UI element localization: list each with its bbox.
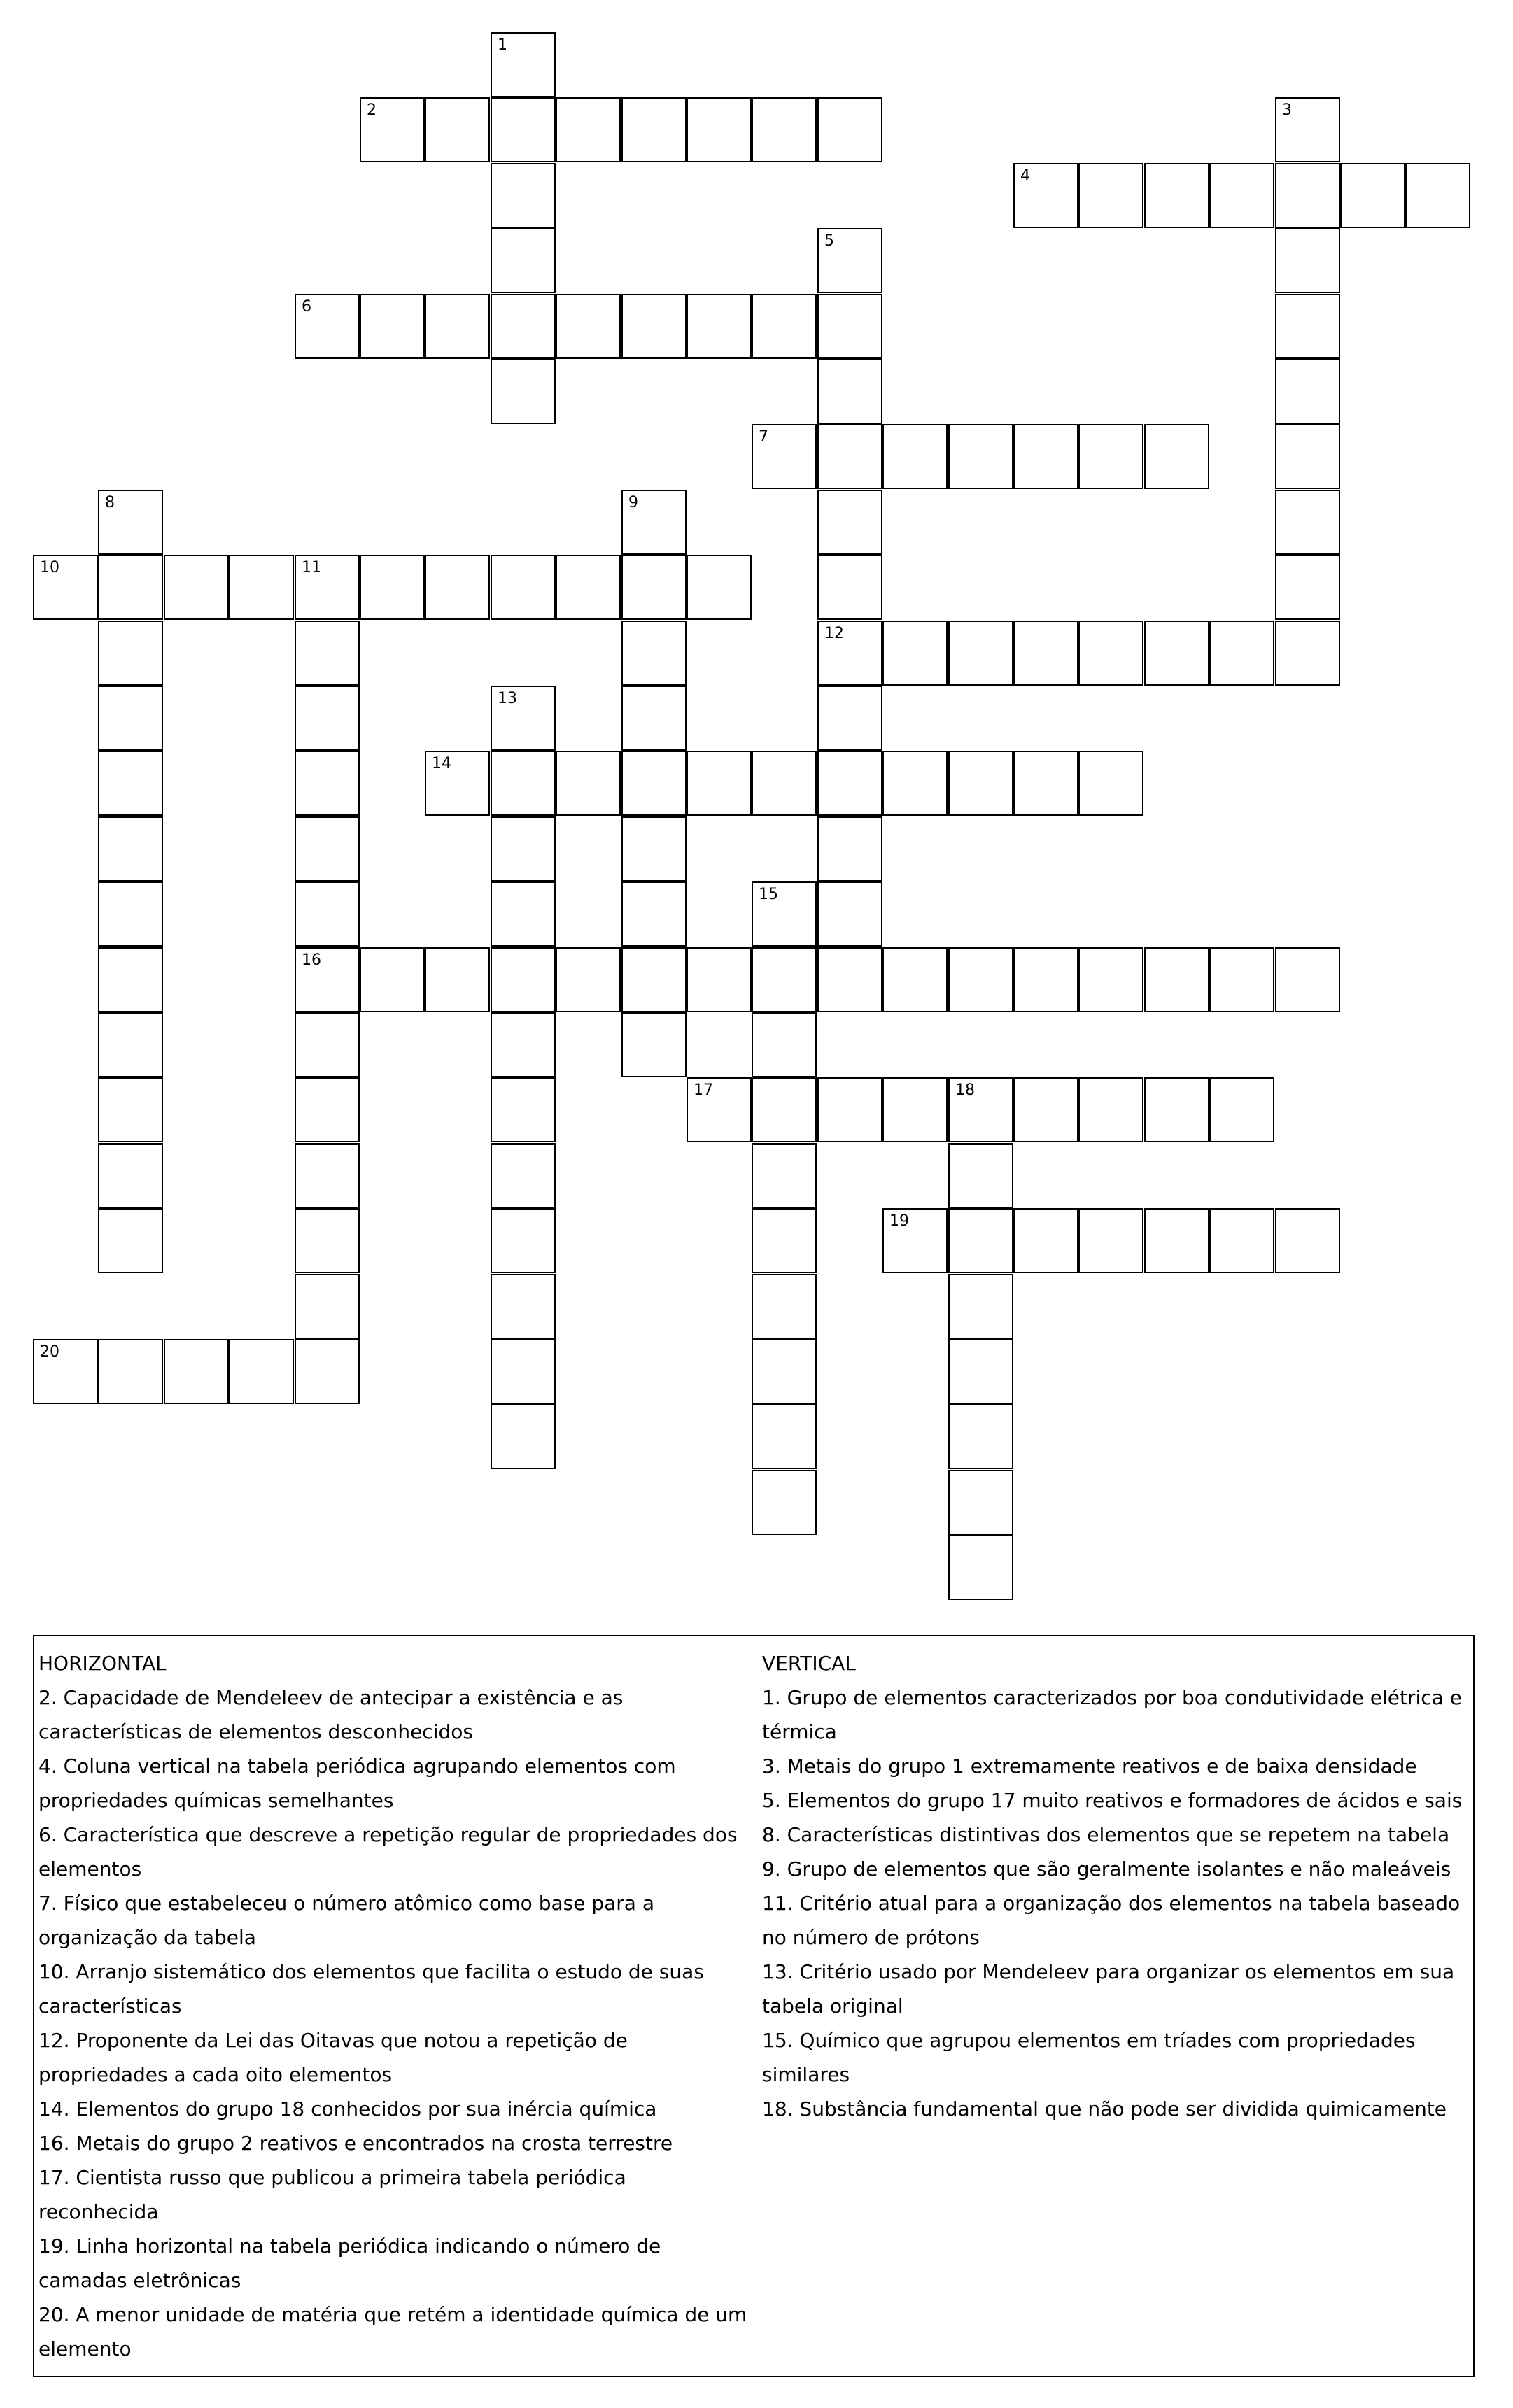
grid-cell[interactable] <box>752 1077 817 1142</box>
grid-cell[interactable] <box>817 424 882 489</box>
clue-vertical-18: 18. Substância fundamental que não pode ser dividida quimicamente <box>762 2097 1447 2120</box>
grid-cell[interactable] <box>817 97 882 162</box>
clue-horizontal-19: 19. Linha horizontal na tabela periódica indicando o número de camadas eletrônicas <box>38 2235 661 2292</box>
grid-cell[interactable] <box>948 1470 1013 1535</box>
grid-cell[interactable] <box>752 1143 817 1208</box>
clue-horizontal-10: 10. Arranjo sistemático dos elementos que facilita o estudo de suas características <box>38 1960 704 2018</box>
grid-cell[interactable] <box>687 97 752 162</box>
grid-cell[interactable] <box>556 947 621 1012</box>
grid-cell[interactable] <box>295 1077 360 1142</box>
grid-cell[interactable] <box>425 97 490 162</box>
grid-cell[interactable] <box>882 947 948 1012</box>
grid-cell[interactable] <box>1078 751 1143 816</box>
grid-cell[interactable] <box>752 1470 817 1535</box>
grid-cell[interactable] <box>1209 1208 1274 1273</box>
clue-horizontal-12: 12. Proponente da Lei das Oitavas que notou a repetição de propriedades a cada oito elementos <box>38 2029 628 2086</box>
grid-cell[interactable] <box>1275 228 1340 293</box>
grid-cell[interactable] <box>295 555 360 620</box>
clue-number: 15 <box>759 886 778 903</box>
grid-cell[interactable] <box>948 1404 1013 1469</box>
grid-cell[interactable] <box>360 555 425 620</box>
horizontal-title: HORIZONTAL <box>38 1652 167 1675</box>
grid-cell[interactable] <box>1013 621 1078 686</box>
grid-cell[interactable] <box>817 228 882 293</box>
grid-cell[interactable] <box>1275 97 1340 162</box>
grid-cell[interactable] <box>948 1339 1013 1404</box>
clue-number: 19 <box>889 1212 909 1230</box>
clue-horizontal-17: 17. Cientista russo que publicou a primeira tabela periódica reconhecida <box>38 2166 626 2223</box>
grid-cell[interactable] <box>882 1077 948 1142</box>
grid-cell[interactable] <box>98 555 163 620</box>
clue-horizontal-14: 14. Elementos do grupo 18 conhecidos por sua inércia química <box>38 2097 657 2120</box>
grid-cell[interactable] <box>621 490 687 555</box>
clue-number: 2 <box>367 101 377 119</box>
clue-vertical-5: 5. Elementos do grupo 17 muito reativos e formadores de ácidos e sais <box>762 1789 1463 1812</box>
grid-cell[interactable] <box>491 228 556 293</box>
clue-horizontal-6: 6. Característica que descreve a repetição regular de propriedades dos elementos <box>38 1823 738 1881</box>
clue-number: 10 <box>40 559 59 576</box>
grid-cell[interactable] <box>360 294 425 359</box>
grid-cell[interactable] <box>1209 1077 1274 1142</box>
grid-cell[interactable] <box>33 555 98 620</box>
grid-cell[interactable] <box>295 294 360 359</box>
grid-cell[interactable] <box>295 1012 360 1077</box>
grid-cell[interactable] <box>98 621 163 686</box>
grid-cell[interactable] <box>491 1077 556 1142</box>
grid-cell[interactable] <box>1275 555 1340 620</box>
grid-cell[interactable] <box>491 555 556 620</box>
clue-vertical-3: 3. Metais do grupo 1 extremamente reativos e de baixa densidade <box>762 1755 1417 1778</box>
grid-cell[interactable] <box>687 947 752 1012</box>
grid-cell[interactable] <box>621 751 687 816</box>
grid-cell[interactable] <box>1078 1208 1143 1273</box>
grid-cell[interactable] <box>817 947 882 1012</box>
grid-cell[interactable] <box>752 751 817 816</box>
clue-horizontal-16: 16. Metais do grupo 2 reativos e encontrados na crosta terrestre <box>38 2132 673 2155</box>
clue-number: 5 <box>824 232 834 250</box>
grid-cell[interactable] <box>491 32 556 97</box>
grid-cell[interactable] <box>491 1012 556 1077</box>
grid-cell[interactable] <box>1013 947 1078 1012</box>
clue-number: 18 <box>955 1082 975 1099</box>
clue-number: 7 <box>759 428 768 446</box>
grid-cell[interactable] <box>1275 359 1340 424</box>
clue-horizontal-4: 4. Coluna vertical na tabela periódica agrupando elementos com propriedades químicas semelhantes <box>38 1755 676 1812</box>
grid-cell[interactable] <box>98 947 163 1012</box>
grid-cell[interactable] <box>491 359 556 424</box>
grid-cell[interactable] <box>752 1208 817 1273</box>
grid-cell[interactable] <box>98 881 163 947</box>
grid-cell[interactable] <box>752 1012 817 1077</box>
grid-cell[interactable] <box>491 1208 556 1273</box>
grid-cell[interactable] <box>948 424 1013 489</box>
grid-cell[interactable] <box>752 1274 817 1339</box>
grid-cell[interactable] <box>491 881 556 947</box>
grid-cell[interactable] <box>1275 294 1340 359</box>
grid-cell[interactable] <box>1275 163 1340 228</box>
grid-cell[interactable] <box>491 163 556 228</box>
grid-cell[interactable] <box>295 816 360 881</box>
grid-cell[interactable] <box>360 947 425 1012</box>
grid-cell[interactable] <box>425 294 490 359</box>
grid-cell[interactable] <box>752 1404 817 1469</box>
grid-cell[interactable] <box>491 1404 556 1469</box>
grid-cell[interactable] <box>1144 947 1209 1012</box>
grid-cell[interactable] <box>948 1274 1013 1339</box>
grid-cell[interactable] <box>98 1077 163 1142</box>
grid-cell[interactable] <box>295 686 360 751</box>
grid-cell[interactable] <box>621 686 687 751</box>
grid-cell[interactable] <box>1340 163 1405 228</box>
grid-cell[interactable] <box>295 881 360 947</box>
grid-cell[interactable] <box>948 1077 1013 1142</box>
grid-cell[interactable] <box>1013 163 1078 228</box>
clue-number: 1 <box>498 36 507 54</box>
grid-cell[interactable] <box>882 621 948 686</box>
grid-cell[interactable] <box>882 424 948 489</box>
grid-cell[interactable] <box>360 97 425 162</box>
grid-cell[interactable] <box>425 947 490 1012</box>
grid-cell[interactable] <box>98 816 163 881</box>
clue-vertical-11: 11. Critério atual para a organização dos elementos na tabela baseado no número de prótons <box>762 1892 1461 1949</box>
grid-cell[interactable] <box>948 751 1013 816</box>
grid-cell[interactable] <box>98 751 163 816</box>
clue-vertical-13: 13. Critério usado por Mendeleev para organizar os elementos em sua tabela original <box>762 1960 1455 2018</box>
clue-vertical-9: 9. Grupo de elementos que são geralmente isolantes e não maleáveis <box>762 1857 1451 1881</box>
grid-cell[interactable] <box>556 555 621 620</box>
grid-cell[interactable] <box>491 686 556 751</box>
clues-box <box>33 1635 1475 2377</box>
grid-cell[interactable] <box>1144 1208 1209 1273</box>
grid-cell[interactable] <box>817 816 882 881</box>
grid-cell[interactable] <box>948 621 1013 686</box>
grid-cell[interactable] <box>817 1077 882 1142</box>
grid-cell[interactable] <box>491 947 556 1012</box>
grid-cell[interactable] <box>948 1208 1013 1273</box>
clue-number: 3 <box>1282 101 1292 119</box>
grid-cell[interactable] <box>98 1208 163 1273</box>
grid-cell[interactable] <box>1013 1077 1078 1142</box>
grid-cell[interactable] <box>882 1208 948 1273</box>
grid-cell[interactable] <box>98 490 163 555</box>
clue-horizontal-20: 20. A menor unidade de matéria que retém a identidade química de um elemento <box>38 2303 747 2360</box>
vertical-title: VERTICAL <box>762 1652 856 1675</box>
clue-number: 17 <box>694 1082 713 1099</box>
grid-cell[interactable] <box>752 294 817 359</box>
grid-cell[interactable] <box>1144 163 1209 228</box>
grid-cell[interactable] <box>817 359 882 424</box>
grid-cell[interactable] <box>491 1143 556 1208</box>
grid-cell[interactable] <box>621 816 687 881</box>
clue-vertical-8: 8. Características distintivas dos elementos que se repetem na tabela <box>762 1823 1450 1846</box>
grid-cell[interactable] <box>1078 163 1143 228</box>
clue-number: 14 <box>432 755 451 772</box>
clue-number: 20 <box>40 1343 59 1361</box>
grid-cell[interactable] <box>948 1535 1013 1600</box>
grid-cell[interactable] <box>229 1339 294 1404</box>
grid-cell[interactable] <box>1275 1208 1340 1273</box>
clue-horizontal-7: 7. Físico que estabeleceu o número atômico como base para a organização da tabela <box>38 1892 655 1949</box>
grid-cell[interactable] <box>295 1208 360 1273</box>
grid-cell[interactable] <box>1275 947 1340 1012</box>
grid-cell[interactable] <box>1144 621 1209 686</box>
grid-cell[interactable] <box>817 490 882 555</box>
grid-cell[interactable] <box>491 816 556 881</box>
grid-cell[interactable] <box>556 97 621 162</box>
grid-cell[interactable] <box>621 621 687 686</box>
grid-cell[interactable] <box>1078 947 1143 1012</box>
grid-cell[interactable] <box>1144 424 1209 489</box>
grid-cell[interactable] <box>491 294 556 359</box>
grid-cell[interactable] <box>817 621 882 686</box>
grid-cell[interactable] <box>687 1077 752 1142</box>
clue-number: 16 <box>302 951 321 969</box>
vertical-clues <box>762 1646 1469 2126</box>
grid-cell[interactable] <box>621 1012 687 1077</box>
clue-number: 8 <box>105 494 115 511</box>
grid-cell[interactable] <box>1013 1208 1078 1273</box>
grid-cell[interactable] <box>1209 163 1274 228</box>
grid-cell[interactable] <box>295 947 360 1012</box>
grid-cell[interactable] <box>687 751 752 816</box>
grid-cell[interactable] <box>425 555 490 620</box>
grid-cell[interactable] <box>1209 947 1274 1012</box>
grid-cell[interactable] <box>556 294 621 359</box>
grid-cell[interactable] <box>621 555 687 620</box>
grid-cell[interactable] <box>752 1339 817 1404</box>
grid-cell[interactable] <box>1144 1077 1209 1142</box>
grid-cell[interactable] <box>621 881 687 947</box>
clue-number: 13 <box>498 690 517 707</box>
grid-cell[interactable] <box>621 97 687 162</box>
grid-cell[interactable] <box>491 1339 556 1404</box>
grid-cell[interactable] <box>752 97 817 162</box>
grid-cell[interactable] <box>1078 424 1143 489</box>
grid-cell[interactable] <box>164 1339 229 1404</box>
grid-cell[interactable] <box>1013 424 1078 489</box>
grid-cell[interactable] <box>1209 621 1274 686</box>
clue-number: 9 <box>628 494 638 511</box>
grid-cell[interactable] <box>621 947 687 1012</box>
grid-cell[interactable] <box>1405 163 1470 228</box>
grid-cell[interactable] <box>1275 490 1340 555</box>
grid-cell[interactable] <box>425 751 490 816</box>
grid-cell[interactable] <box>817 294 882 359</box>
horizontal-clues <box>38 1646 752 2366</box>
grid-cell[interactable] <box>817 555 882 620</box>
clue-number: 4 <box>1020 167 1030 185</box>
grid-cell[interactable] <box>1013 751 1078 816</box>
grid-cell[interactable] <box>817 881 882 947</box>
grid-cell[interactable] <box>817 686 882 751</box>
grid-cell[interactable] <box>295 1339 360 1404</box>
grid-cell[interactable] <box>1275 621 1340 686</box>
clue-vertical-15: 15. Químico que agrupou elementos em tríades com propriedades similares <box>762 2029 1416 2086</box>
grid-cell[interactable] <box>164 555 229 620</box>
grid-cell[interactable] <box>491 97 556 162</box>
grid-cell[interactable] <box>491 1274 556 1339</box>
grid-cell[interactable] <box>98 1143 163 1208</box>
grid-cell[interactable] <box>817 751 882 816</box>
clue-horizontal-2: 2. Capacidade de Mendeleev de antecipar a existência e as características de elementos desconhecidos <box>38 1686 624 1743</box>
clue-vertical-1: 1. Grupo de elementos caracterizados por boa condutividade elétrica e térmica <box>762 1686 1462 1743</box>
grid-cell[interactable] <box>98 1012 163 1077</box>
grid-cell[interactable] <box>295 1274 360 1339</box>
grid-cell[interactable] <box>1078 621 1143 686</box>
grid-cell[interactable] <box>229 555 294 620</box>
grid-cell[interactable] <box>1275 424 1340 489</box>
grid-cell[interactable] <box>687 294 752 359</box>
clue-number: 12 <box>824 625 844 642</box>
grid-cell[interactable] <box>491 751 556 816</box>
grid-cell[interactable] <box>752 947 817 1012</box>
grid-cell[interactable] <box>948 947 1013 1012</box>
grid-cell[interactable] <box>556 751 621 816</box>
grid-cell[interactable] <box>882 751 948 816</box>
grid-cell[interactable] <box>295 751 360 816</box>
grid-cell[interactable] <box>687 555 752 620</box>
grid-cell[interactable] <box>295 621 360 686</box>
grid-cell[interactable] <box>1078 1077 1143 1142</box>
grid-cell[interactable] <box>752 881 817 947</box>
clue-number: 6 <box>302 298 311 316</box>
grid-cell[interactable] <box>98 1339 163 1404</box>
grid-cell[interactable] <box>752 424 817 489</box>
clue-number: 11 <box>302 559 321 576</box>
grid-cell[interactable] <box>33 1339 98 1404</box>
grid-cell[interactable] <box>295 1143 360 1208</box>
grid-cell[interactable] <box>621 294 687 359</box>
grid-cell[interactable] <box>98 686 163 751</box>
grid-cell[interactable] <box>948 1143 1013 1208</box>
